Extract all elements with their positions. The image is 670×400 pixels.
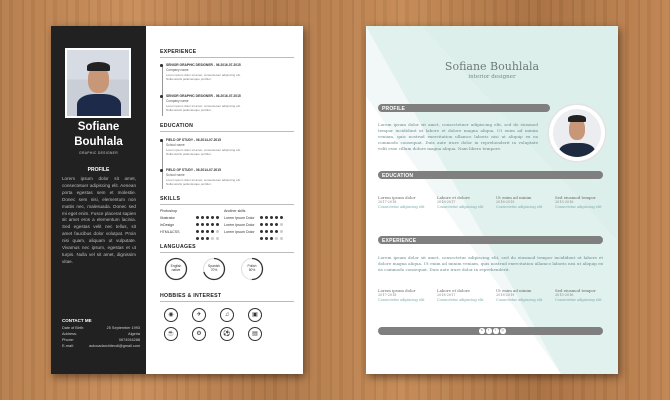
resume-left-profile-text: Lorem ipsum dolor sit amet, consectetuer adipiscing elit. Aenean porta egestas sem et molestie. Donec sem nisi, elementum non mattis nec, malesuada. Donec sed mi eget enim. Fusce placerat sapien sit amet eros a elementum lacinia. Sed egestas velit nec tellus, sit amet faucibus dolor volutpat. Proin nisi quam, aliquam ut vulputate. Vivamus nec ipsum, egestas et ut turpis. Nulla vel sit amet, dignissim vitae. (62, 176, 136, 264)
column-item (555, 288, 605, 303)
experience-heading: EXPERIENCE (160, 49, 197, 55)
skill-name: Illustrator (160, 216, 175, 220)
resume-left-main: EXPERIENCE SENIOR GRAPHIC DESIGNER - 06.2016-07.2015 Company name Lorem ipsum dolor sit amet, consectetuer adipiscing elit. Nulla iaculis pellentesque porttitor. SENIOR GRAPHIC DESIGNER - 06.2016-07.2015 Company name Lorem ipsum dolor sit amet, consectetuer adipiscing elit. Nulla iaculis pellentesque porttitor. EDUCATION FIELD OF STUDY - 06.2014-07.2015 School name Lorem ipsum dolor sit amet, consectetuer adipiscing elit. Nulla iaculis pellentesque porttitor. FIELD OF STUDY - 06.2014-07.2015 School name Lorem ipsum dolor sit amet, consectetuer adipiscing elit. Nulla iaculis pellentesque porttitor. SKILLS Photoshop Another skills Illustrator Lorem Ipsum Dolor InDesign Lorem Ipsum Dolor HTML&CSS Lorem Ipsum Dolor LANGUAGES English native Spanish 70% Polish 50% HOBBIES & INTEREST ◉ ✈ ♫ ▣ ☕ ⚙ ⚽ ▤ (146, 26, 303, 374)
skill-name: Another skills (224, 209, 246, 213)
column-years: 2015-2016 (555, 293, 574, 297)
divider (160, 204, 294, 205)
language-ring (202, 257, 226, 281)
skill-name: Lorem Ipsum Dolor (224, 230, 255, 234)
language-name: Polish (247, 264, 257, 268)
resume-left-photo (65, 48, 131, 118)
skill-level-dots (260, 230, 285, 248)
education-heading: EDUCATION (382, 172, 414, 179)
resume-right (366, 26, 618, 374)
language-ring (240, 257, 264, 281)
skill-name: Lorem Ipsum Dolor (224, 223, 255, 227)
column-heading: Ut enim ad minim (496, 195, 532, 200)
column-item (555, 195, 605, 210)
column-years: 2016-2017 (437, 293, 456, 297)
twitter-icon[interactable]: t (486, 328, 492, 334)
book-icon: ▤ (248, 327, 262, 341)
column-item (437, 195, 487, 210)
resume-left-contact-heading: CONTACT ME (62, 318, 92, 323)
column-text: Consectetur adipiscing elit (437, 205, 484, 209)
resume-right-profile-text: Lorem ipsum dolor sit amet, consectetuer adipiscing elit, sed do eiusmod tempor incididunt ut labore et dolore magna aliqua. Ut enim ad minim veniam, quis nostrud exercitation ullamco laboris nisi ut aliquip ex ea commodo consequat. Duis aute irure dolor in reprehenderit in voluptate velit esse cillum dolore magna aliqua. Nam libero tempore. (378, 122, 538, 151)
column-text: Consectetur adipiscing elit (496, 298, 543, 302)
skill-row (160, 223, 294, 229)
experience-bar (378, 236, 603, 244)
column-heading: Lorem ipsum dolor (378, 288, 416, 293)
column-heading: Sed eiusmod tempor (555, 288, 596, 293)
column-item (496, 195, 546, 210)
divider (160, 57, 294, 58)
music-icon: ♫ (220, 308, 234, 322)
plane-icon: ✈ (192, 308, 206, 322)
column-years: 2016-2017 (437, 200, 456, 204)
language-ring (164, 257, 188, 281)
skill-name: Photoshop (160, 209, 178, 213)
column-text: Consectetur adipiscing elit (378, 205, 425, 209)
column-text: Consectetur adipiscing elit (437, 298, 484, 302)
education-heading: EDUCATION (160, 123, 194, 129)
language-name: English (170, 264, 182, 268)
column-text: Consectetur adipiscing elit (378, 298, 425, 302)
column-text: Consectetur adipiscing elit (555, 298, 602, 302)
column-item (378, 288, 428, 303)
skill-level-dots (196, 230, 221, 248)
column-heading: Ut enim ad minim (496, 288, 532, 293)
resume-left (51, 26, 303, 374)
timeline-line (162, 66, 163, 116)
column-years: 2017-2018 (378, 293, 397, 297)
column-item (496, 288, 546, 303)
resume-left-sidebar: Sofiane Bouhlala GRAPHIC DESIGNER PROFILE Lorem ipsum dolor sit amet, consectetuer adipiscing elit. Aenean porta egestas sem et molestie. Donec sem nisi, elementum non mattis nec, malesuada. Donec sed mi eget enim. Fusce placerat sapien sit amet eros a elementum lacinia. Sed egestas velit nec tellus, sit amet faucibus dolor volutpat. Proin nisi quam, aliquam ut vulputate. Vivamus nec ipsum, egestas et ut turpis. Nulla vel sit amet, dignissim vitae. CONTACT ME Date of Birth: 25 September 1993 Address: Algeria Phone: 0674916288 E-mail: autocadarchitecdi@gmail.com (51, 26, 146, 374)
experience-heading: EXPERIENCE (382, 237, 417, 244)
skill-name: InDesign (160, 223, 175, 227)
column-years: 2018-2019 (496, 293, 515, 297)
skype-icon[interactable]: s (480, 328, 483, 332)
column-heading: Lorem ipsum dolor (378, 195, 416, 200)
column-text: Consectetur adipiscing elit (555, 205, 602, 209)
column-item (378, 195, 428, 210)
skill-name: HTML&CSS (160, 230, 180, 234)
resume-left-profile-heading: PROFILE (87, 167, 110, 173)
column-text: Consectetur adipiscing elit (496, 205, 543, 209)
timeline-line (162, 141, 163, 189)
column-years: 2015-2016 (555, 200, 574, 204)
column-heading: Sed eiusmod tempor (555, 195, 596, 200)
divider (160, 252, 294, 253)
soccer-icon: ⚽ (220, 327, 234, 341)
column-item (437, 288, 487, 303)
resume-right-job-title: interior designer (468, 74, 516, 80)
column-heading: Labore et dolore (437, 288, 470, 293)
languages-heading: LANGUAGES (160, 244, 196, 250)
skill-row (160, 230, 294, 236)
column-years: 2017-2018 (378, 200, 397, 204)
resume-right-experience-text: Lorem ipsum dolor sit amet, consectetur adipiscing elit, sed do eiusmod tempor incididunt ut labore et dolore magna aliqua. Ut enim ad minim veniam, quis nostrud exercitation ullamco laboris nisi ut aliquip ex ea commodo consequat. Duis aute irure dolor in reprehenderit. (378, 255, 603, 272)
column-heading: Labore et dolore (437, 195, 470, 200)
resume-right-photo (549, 105, 605, 161)
cycling-icon: ⚙ (192, 327, 206, 341)
language-level: 70% (210, 268, 218, 273)
education-bar (378, 171, 603, 179)
social-icons (479, 328, 507, 335)
coffee-icon: ☕ (164, 327, 178, 341)
divider (160, 301, 294, 302)
language-name: Spanish (208, 264, 220, 268)
skills-heading: SKILLS (160, 196, 181, 202)
camera-icon: ◉ (164, 308, 178, 322)
resume-left-job-title: GRAPHIC DESIGNER (79, 151, 118, 155)
resume-left-name: Sofiane Bouhlala (74, 121, 123, 148)
profile-heading: PROFILE (382, 105, 406, 112)
hobbies-heading: HOBBIES & INTEREST (160, 293, 222, 299)
skill-row (160, 216, 294, 222)
language-level: 50% (248, 268, 256, 273)
skill-name: Lorem Ipsum Dolor (224, 216, 255, 220)
profile-bar (378, 104, 550, 112)
resume-right-name: Sofiane Bouhlala (444, 60, 540, 73)
dribbble-icon[interactable]: ◎ (501, 328, 505, 332)
divider (160, 131, 294, 132)
skill-row (160, 209, 294, 215)
column-years: 2018-2019 (496, 200, 515, 204)
language-level: native (171, 268, 181, 273)
game-icon: ▣ (248, 308, 262, 322)
facebook-icon[interactable]: f (493, 328, 499, 334)
